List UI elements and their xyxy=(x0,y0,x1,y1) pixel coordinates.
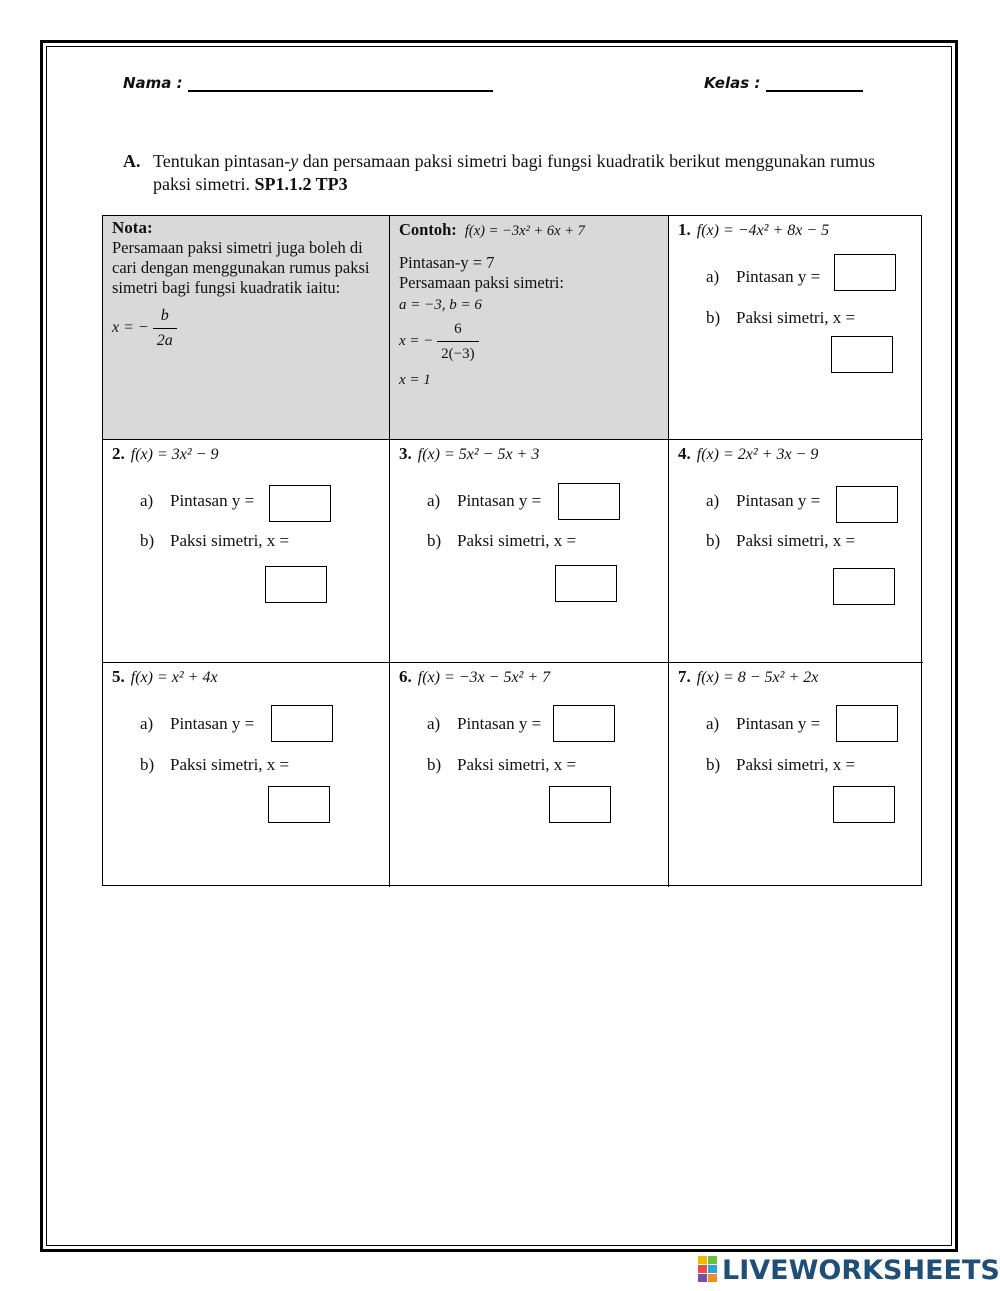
intercept-answer-box[interactable] xyxy=(834,254,896,291)
question-number: 2. xyxy=(112,444,125,463)
nota-title: Nota: xyxy=(112,218,153,237)
contoh-result: x = 1 xyxy=(399,372,431,388)
intercept-answer-box[interactable] xyxy=(836,705,898,742)
axis-answer-box[interactable] xyxy=(265,566,327,603)
contoh-step xyxy=(399,319,669,364)
axis-answer-box[interactable] xyxy=(268,786,330,823)
liveworksheets-logo xyxy=(698,1255,1000,1286)
contoh-step-den: 2(−3) xyxy=(441,346,475,362)
axis-answer-box[interactable] xyxy=(833,568,895,605)
name-field[interactable] xyxy=(123,74,493,92)
contoh-function: f(x) = −3x² + 6x + 7 xyxy=(464,223,585,239)
class-line[interactable] xyxy=(766,90,863,92)
intercept-answer-box[interactable] xyxy=(836,486,898,523)
question-function: f(x) = −3x − 5x² + 7 xyxy=(417,669,551,686)
instruction-text-b: dan persamaan paksi simetri bagi fungsi kuadratik berikut menggunakan rumus paksi simetri. xyxy=(153,151,876,194)
contoh-title: Contoh: xyxy=(399,220,457,239)
question-function: f(x) = x² + 4x xyxy=(130,669,218,686)
part-b-label: b) xyxy=(140,531,155,550)
instruction-text-a: Tentukan pintasan- xyxy=(153,151,291,171)
class-field[interactable] xyxy=(704,74,863,92)
question-function: f(x) = 3x² − 9 xyxy=(130,446,219,463)
contoh-step-num: 6 xyxy=(437,319,478,342)
question-3 xyxy=(390,440,669,663)
question-number: 7. xyxy=(678,667,691,686)
intercept-answer-box[interactable] xyxy=(553,705,615,742)
question-7 xyxy=(669,663,923,887)
contoh-intercept: Pintasan-y = 7 xyxy=(399,253,495,272)
liveworksheets-logo-icon xyxy=(698,1256,718,1282)
axis-label: Paksi simetri, x = xyxy=(170,531,290,550)
part-a-label: a) xyxy=(140,491,154,510)
nota-formula-den: 2a xyxy=(156,332,173,349)
part-b-label: b) xyxy=(706,755,721,774)
question-4 xyxy=(669,440,923,663)
question-function: f(x) = −4x² + 8x − 5 xyxy=(696,222,830,239)
question-function: f(x) = 2x² + 3x − 9 xyxy=(696,446,819,463)
axis-label: Paksi simetri, x = xyxy=(736,308,856,327)
nota-cell xyxy=(103,216,390,440)
question-number: 1. xyxy=(678,220,691,239)
part-b-label: b) xyxy=(427,755,442,774)
contoh-step-lhs: x = − xyxy=(399,332,434,349)
instruction-code: SP1.1.2 TP3 xyxy=(254,174,348,194)
part-a-label: a) xyxy=(427,714,441,733)
part-b-label: b) xyxy=(706,308,721,327)
nota-formula xyxy=(112,306,382,351)
part-a-label: a) xyxy=(706,267,720,286)
contoh-ab: a = −3, b = 6 xyxy=(399,297,482,313)
axis-answer-box[interactable] xyxy=(831,336,893,373)
question-number: 6. xyxy=(399,667,412,686)
question-1 xyxy=(669,216,923,440)
question-function: f(x) = 5x² − 5x + 3 xyxy=(417,446,540,463)
axis-answer-box[interactable] xyxy=(833,786,895,823)
question-5 xyxy=(103,663,390,887)
intercept-label: Pintasan y = xyxy=(457,714,542,733)
question-number: 3. xyxy=(399,444,412,463)
nota-formula-lhs: x = − xyxy=(112,319,149,337)
axis-label: Paksi simetri, x = xyxy=(736,755,856,774)
part-b-label: b) xyxy=(706,531,721,550)
instruction-letter: A. xyxy=(123,151,141,171)
intercept-label: Pintasan y = xyxy=(736,267,821,286)
axis-label: Paksi simetri, x = xyxy=(457,531,577,550)
axis-label: Paksi simetri, x = xyxy=(170,755,290,774)
instruction-var: y xyxy=(290,151,299,171)
part-b-label: b) xyxy=(427,531,442,550)
contoh-axis-label: Persamaan paksi simetri: xyxy=(399,273,564,292)
question-number: 5. xyxy=(112,667,125,686)
nota-formula-num: b xyxy=(153,306,177,329)
name-line[interactable] xyxy=(188,90,493,92)
intercept-answer-box[interactable] xyxy=(271,705,333,742)
axis-label: Paksi simetri, x = xyxy=(736,531,856,550)
nota-body: Persamaan paksi simetri juga boleh di cari dengan menggunakan rumus paksi simetri bagi fungsi kuadratik iaitu: xyxy=(112,238,370,297)
class-label: Kelas : xyxy=(704,74,761,92)
part-a-label: a) xyxy=(140,714,154,733)
intercept-label: Pintasan y = xyxy=(170,714,255,733)
intercept-answer-box[interactable] xyxy=(269,485,331,522)
question-2 xyxy=(103,440,390,663)
axis-answer-box[interactable] xyxy=(555,565,617,602)
part-a-label: a) xyxy=(706,714,720,733)
question-table xyxy=(102,215,922,886)
intercept-answer-box[interactable] xyxy=(558,483,620,520)
intercept-label: Pintasan y = xyxy=(170,491,255,510)
part-a-label: a) xyxy=(706,491,720,510)
intercept-label: Pintasan y = xyxy=(736,491,821,510)
question-number: 4. xyxy=(678,444,691,463)
question-6 xyxy=(390,663,669,887)
intercept-label: Pintasan y = xyxy=(457,491,542,510)
question-function: f(x) = 8 − 5x² + 2x xyxy=(696,669,819,686)
part-a-label: a) xyxy=(427,491,441,510)
liveworksheets-logo-text: LIVEWORKSHEETS xyxy=(722,1255,1000,1286)
part-b-label: b) xyxy=(140,755,155,774)
intercept-label: Pintasan y = xyxy=(736,714,821,733)
axis-answer-box[interactable] xyxy=(549,786,611,823)
instruction xyxy=(123,150,903,196)
axis-label: Paksi simetri, x = xyxy=(457,755,577,774)
contoh-cell xyxy=(390,216,669,440)
name-label: Nama : xyxy=(123,74,183,92)
